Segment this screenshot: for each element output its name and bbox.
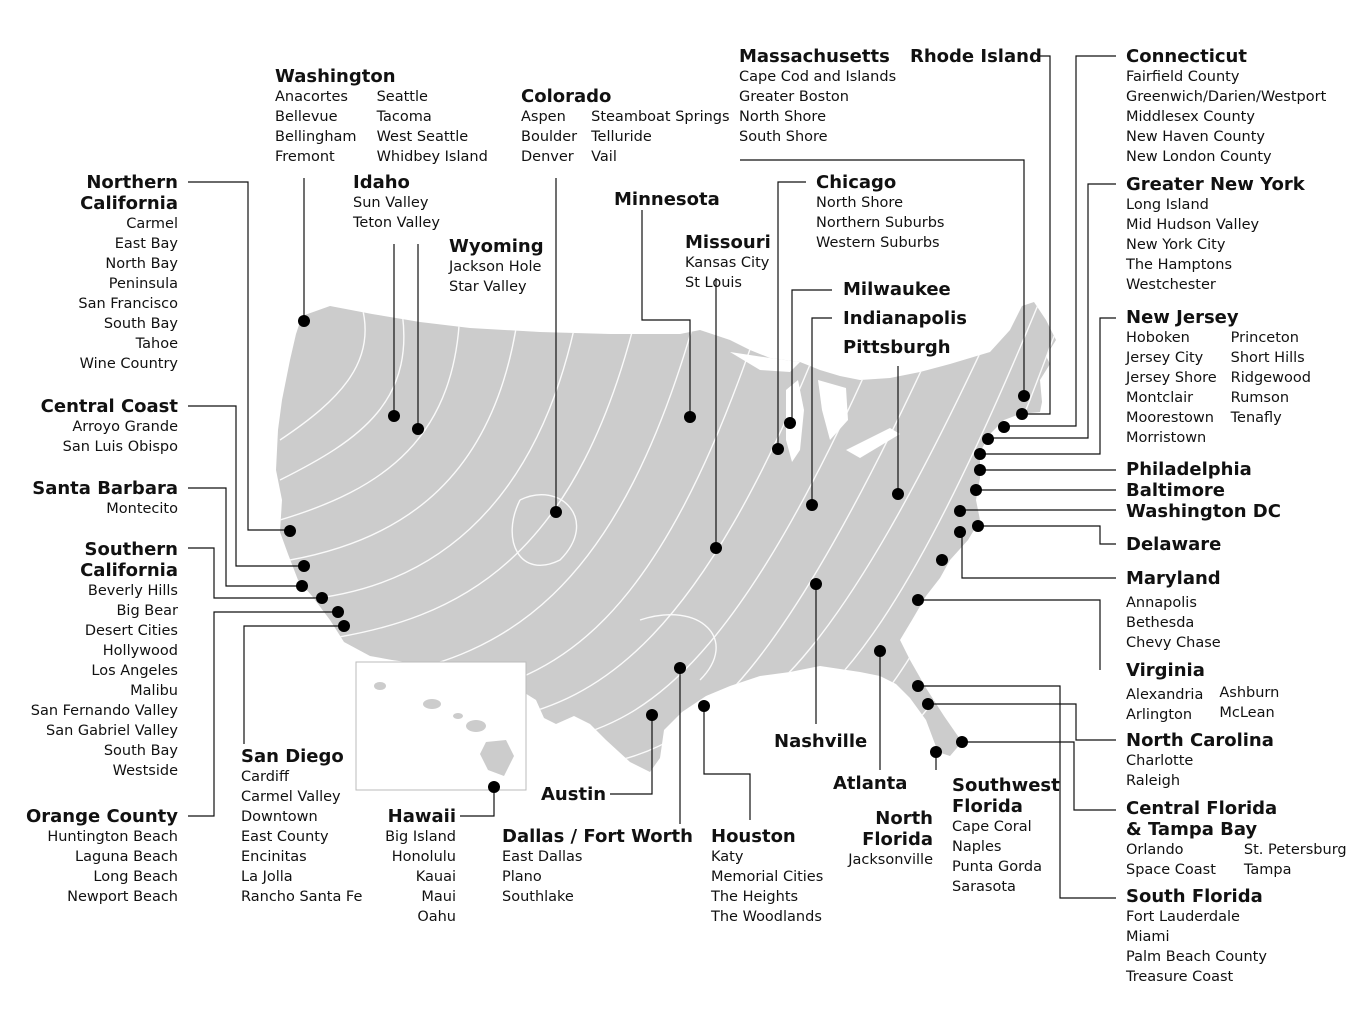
marker-houston — [698, 700, 710, 712]
city-label: Peninsula — [108, 276, 178, 292]
city-label: Cape Cod and Islands — [739, 69, 897, 85]
city-label: Aspen — [521, 109, 566, 125]
city-label: Punta Gorda — [952, 859, 1042, 875]
region-virginia — [1126, 660, 1279, 725]
region-title: Santa Barbara — [32, 478, 178, 499]
region-title: Indianapolis — [843, 308, 967, 329]
region-massachusetts — [739, 46, 896, 147]
city-label: Arroyo Grande — [72, 419, 178, 435]
city-label: Mid Hudson Valley — [1126, 217, 1260, 233]
marker-wyoming — [412, 423, 424, 435]
region-title: Southern — [84, 539, 178, 560]
region-title: Missouri — [685, 232, 771, 253]
region-atlanta — [833, 773, 907, 794]
marker-colorado — [550, 506, 562, 518]
city-label: South Bay — [103, 316, 178, 332]
region-title: Orange County — [25, 806, 178, 827]
city-label: Rumson — [1230, 390, 1290, 406]
city-label: Whidbey Island — [376, 149, 488, 165]
city-label: Naples — [952, 839, 1002, 855]
city-label: Westchester — [1126, 277, 1216, 293]
city-label: Honolulu — [391, 849, 456, 865]
region-houston — [711, 826, 823, 927]
region-indianapolis — [843, 308, 967, 329]
region-central-florida — [1126, 798, 1347, 880]
marker-southern-california — [316, 592, 328, 604]
city-label: Southlake — [502, 889, 574, 905]
region-title: Greater New York — [1126, 174, 1305, 195]
city-label: Telluride — [591, 129, 652, 145]
city-label: Raleigh — [1126, 773, 1181, 789]
city-label: San Gabriel Valley — [45, 723, 178, 739]
marker-missouri — [710, 542, 722, 554]
city-label: Star Valley — [449, 279, 527, 295]
marker-pittsburgh — [892, 488, 904, 500]
city-label: Jersey Shore — [1126, 370, 1217, 386]
city-label: Ridgewood — [1230, 370, 1311, 386]
city-label: Katy — [711, 849, 744, 865]
region-wyoming — [449, 236, 544, 297]
city-label: St. Petersburg — [1243, 842, 1347, 858]
city-label: Chevy Chase — [1126, 635, 1221, 651]
city-label: Downtown — [241, 809, 318, 825]
marker-maryland — [954, 526, 966, 538]
city-label: Alexandria — [1126, 687, 1204, 703]
city-label: Long Island — [1126, 197, 1209, 213]
city-label: Annapolis — [1126, 595, 1197, 611]
region-southwest-florida — [952, 775, 1060, 897]
region-central-coast — [41, 396, 178, 457]
city-label: Denver — [521, 149, 574, 165]
region-orange-county — [26, 806, 178, 907]
city-label: Kansas City — [685, 255, 770, 271]
region-title: Pittsburgh — [843, 337, 951, 358]
marker-baltimore — [970, 484, 982, 496]
region-title: Northern — [86, 172, 178, 193]
city-label: Los Angeles — [91, 663, 178, 679]
region-title: Southwest — [952, 775, 1060, 796]
city-label: Big Island — [385, 829, 456, 845]
region-title: South Florida — [1126, 886, 1263, 907]
region-title: & Tampa Bay — [1126, 819, 1258, 840]
city-label: McLean — [1219, 705, 1275, 721]
city-label: Cardiff — [241, 769, 289, 785]
marker-indianapolis — [806, 499, 818, 511]
city-label: Orlando — [1126, 842, 1184, 858]
city-label: New London County — [1126, 149, 1272, 165]
region-idaho — [353, 172, 440, 233]
city-label: Arlington — [1126, 707, 1193, 723]
region-austin — [541, 784, 606, 805]
city-label: Moorestown — [1126, 410, 1214, 426]
region-title: Austin — [541, 784, 607, 805]
city-label: Tenafly — [1230, 410, 1282, 426]
region-title: Rhode Island — [910, 46, 1042, 67]
city-label: Desert Cities — [84, 623, 178, 639]
city-label: East Dallas — [502, 849, 583, 865]
region-title: Atlanta — [833, 773, 908, 794]
city-label: Jersey City — [1126, 350, 1204, 366]
marker-washington-dc — [954, 505, 966, 517]
region-southern-california — [31, 539, 178, 781]
region-title: North Carolina — [1126, 730, 1274, 751]
city-label: The Woodlands — [711, 909, 822, 925]
region-rhode-island — [910, 46, 1042, 67]
region-philadelphia — [1126, 459, 1252, 480]
city-label: The Heights — [711, 889, 799, 905]
region-title: Washington DC — [1126, 501, 1281, 522]
city-label: Laguna Beach — [75, 849, 178, 865]
city-label: Middlesex County — [1126, 109, 1255, 125]
marker-connecticut — [998, 421, 1010, 433]
region-title: Massachusetts — [739, 46, 890, 67]
region-title: Washington — [275, 66, 396, 87]
city-label: North Shore — [739, 109, 826, 125]
city-label: San Fernando Valley — [30, 703, 178, 719]
marker-new-jersey — [974, 448, 986, 460]
region-title: Central Florida — [1126, 798, 1278, 819]
region-santa-barbara — [32, 478, 178, 519]
marker-san-diego — [338, 620, 350, 632]
city-label: Charlotte — [1126, 753, 1194, 769]
region-washington — [275, 66, 488, 167]
marker-greater-new-york — [982, 433, 994, 445]
marker-central-coast — [298, 560, 310, 572]
region-title: Houston — [711, 826, 796, 847]
marker-massachusetts — [1018, 390, 1030, 402]
city-label: Tahoe — [135, 336, 178, 352]
region-title: Connecticut — [1126, 46, 1247, 67]
city-label: Bethesda — [1126, 615, 1195, 631]
city-label: Beverly Hills — [87, 583, 178, 599]
region-north-florida — [848, 808, 933, 870]
marker-milwaukee — [784, 417, 796, 429]
region-title: San Diego — [241, 746, 344, 767]
city-label: New Haven County — [1126, 129, 1265, 145]
region-greater-new-york — [1126, 174, 1305, 295]
region-delaware — [1126, 534, 1221, 555]
region-baltimore — [1126, 480, 1225, 501]
region-title: Dallas / Fort Worth — [502, 826, 693, 847]
city-label: Vail — [591, 149, 617, 165]
region-connecticut — [1126, 46, 1326, 167]
city-label: Jacksonville — [848, 852, 933, 868]
city-label: South Bay — [103, 743, 178, 759]
city-label: San Luis Obispo — [62, 439, 178, 455]
city-label: Jackson Hole — [449, 259, 542, 275]
region-title: Florida — [952, 796, 1023, 817]
city-label: Sarasota — [952, 879, 1016, 895]
marker-atlanta — [874, 645, 886, 657]
region-colorado — [521, 86, 730, 167]
region-pittsburgh — [843, 337, 951, 358]
region-maryland — [1126, 568, 1221, 653]
region-title: Philadelphia — [1126, 459, 1252, 480]
city-label: West Seattle — [376, 129, 469, 145]
region-missouri — [685, 232, 771, 293]
marker-delaware — [972, 520, 984, 532]
city-label: Rancho Santa Fe — [241, 889, 363, 905]
city-label: Plano — [502, 869, 542, 885]
marker-central-florida — [922, 698, 934, 710]
marker-washington — [298, 315, 310, 327]
marker-santa-barbara — [296, 580, 308, 592]
city-label: Newport Beach — [67, 889, 178, 905]
city-label: Cape Coral — [952, 819, 1032, 835]
city-label: Montecito — [106, 501, 178, 517]
region-title: Hawaii — [387, 806, 456, 827]
city-label: North Bay — [105, 256, 178, 272]
city-label: Anacortes — [275, 89, 348, 105]
city-label: Kauai — [415, 869, 456, 885]
city-label: Tacoma — [376, 109, 432, 125]
marker-austin — [646, 709, 658, 721]
marker-rhode-island — [1016, 408, 1028, 420]
city-label: Treasure Coast — [1126, 969, 1234, 985]
region-dallas — [502, 826, 693, 907]
region-milwaukee — [843, 279, 951, 300]
city-label: Northern Suburbs — [816, 215, 945, 231]
region-title: California — [80, 560, 178, 581]
city-label: Steamboat Springs — [591, 109, 730, 125]
region-title: Baltimore — [1126, 480, 1226, 501]
city-label: Big Bear — [116, 603, 178, 619]
city-label: New York City — [1126, 237, 1226, 253]
city-label: Sun Valley — [353, 195, 429, 211]
city-label: San Francisco — [78, 296, 178, 312]
region-title: Central Coast — [40, 396, 178, 417]
city-label: Oahu — [417, 909, 456, 925]
marker-orange-county — [332, 606, 344, 618]
marker-virginia — [912, 594, 924, 606]
city-label: Malibu — [130, 683, 178, 699]
region-title: Maryland — [1126, 568, 1221, 589]
city-label: Westside — [112, 763, 178, 779]
region-chicago — [816, 172, 945, 253]
region-north-carolina — [1126, 730, 1274, 791]
region-south-florida — [1126, 886, 1267, 987]
city-label: Space Coast — [1126, 862, 1216, 878]
city-label: Long Beach — [93, 869, 178, 885]
region-title: Virginia — [1126, 660, 1205, 681]
marker-hawaii — [488, 781, 500, 793]
city-label: Greenwich/Darien/Westport — [1126, 89, 1327, 105]
region-title: Milwaukee — [843, 279, 951, 300]
region-title: Wyoming — [449, 236, 544, 257]
region-nashville — [774, 731, 867, 752]
region-hawaii — [385, 806, 456, 927]
marker-northern-california — [284, 525, 296, 537]
region-minnesota — [614, 189, 720, 210]
city-label: St Louis — [685, 275, 742, 291]
city-label: Fairfield County — [1126, 69, 1240, 85]
city-label: Hoboken — [1126, 330, 1190, 346]
marker-north-florida — [912, 680, 924, 692]
marker-nashville — [810, 578, 822, 590]
region-title: New Jersey — [1126, 307, 1239, 328]
city-label: Short Hills — [1230, 350, 1305, 366]
region-title: North — [875, 808, 933, 829]
region-san-diego — [241, 746, 362, 907]
marker-chicago — [772, 443, 784, 455]
city-label: Montclair — [1126, 390, 1194, 406]
region-title: Chicago — [816, 172, 897, 193]
city-label: Fort Lauderdale — [1126, 909, 1240, 925]
region-title: Nashville — [774, 731, 868, 752]
city-label: Bellevue — [275, 109, 338, 125]
city-label: North Shore — [816, 195, 903, 211]
marker-minnesota — [684, 411, 696, 423]
city-label: Hollywood — [102, 643, 178, 659]
city-label: Boulder — [521, 129, 578, 145]
city-label: Seattle — [376, 89, 428, 105]
region-title: Minnesota — [614, 189, 720, 210]
region-title: Idaho — [353, 172, 410, 193]
city-label: Memorial Cities — [711, 869, 824, 885]
city-label: Ashburn — [1219, 685, 1280, 701]
city-label: Greater Boston — [739, 89, 849, 105]
city-label: The Hamptons — [1126, 257, 1232, 273]
city-label: Fremont — [275, 149, 335, 165]
city-label: Maui — [421, 889, 456, 905]
city-label: Teton Valley — [353, 215, 440, 231]
marker-virginia-north — [936, 554, 948, 566]
marker-south-florida — [956, 736, 968, 748]
marker-idaho — [388, 410, 400, 422]
city-label: Morristown — [1126, 430, 1207, 446]
marker-southwest-florida — [930, 746, 942, 758]
region-new-jersey — [1126, 307, 1311, 448]
region-title: Colorado — [521, 86, 612, 107]
city-label: Carmel Valley — [241, 789, 341, 805]
region-northern-california — [78, 172, 178, 374]
city-label: South Shore — [739, 129, 828, 145]
city-label: Palm Beach County — [1126, 949, 1267, 965]
city-label: East Bay — [114, 236, 178, 252]
city-label: Tampa — [1243, 862, 1292, 878]
city-label: Wine Country — [79, 356, 178, 372]
region-title: California — [80, 193, 178, 214]
city-label: Carmel — [126, 216, 178, 232]
city-label: Huntington Beach — [47, 829, 178, 845]
city-label: Miami — [1126, 929, 1170, 945]
region-title: Delaware — [1126, 534, 1222, 555]
city-label: Princeton — [1230, 330, 1299, 346]
region-washington-dc — [1126, 501, 1281, 522]
region-title: Florida — [862, 829, 933, 850]
marker-philadelphia — [974, 464, 986, 476]
city-label: Encinitas — [241, 849, 307, 865]
city-label: East County — [241, 829, 329, 845]
city-label: Western Suburbs — [816, 235, 940, 251]
city-label: Bellingham — [275, 129, 357, 145]
city-label: La Jolla — [241, 869, 293, 885]
marker-dallas — [674, 662, 686, 674]
